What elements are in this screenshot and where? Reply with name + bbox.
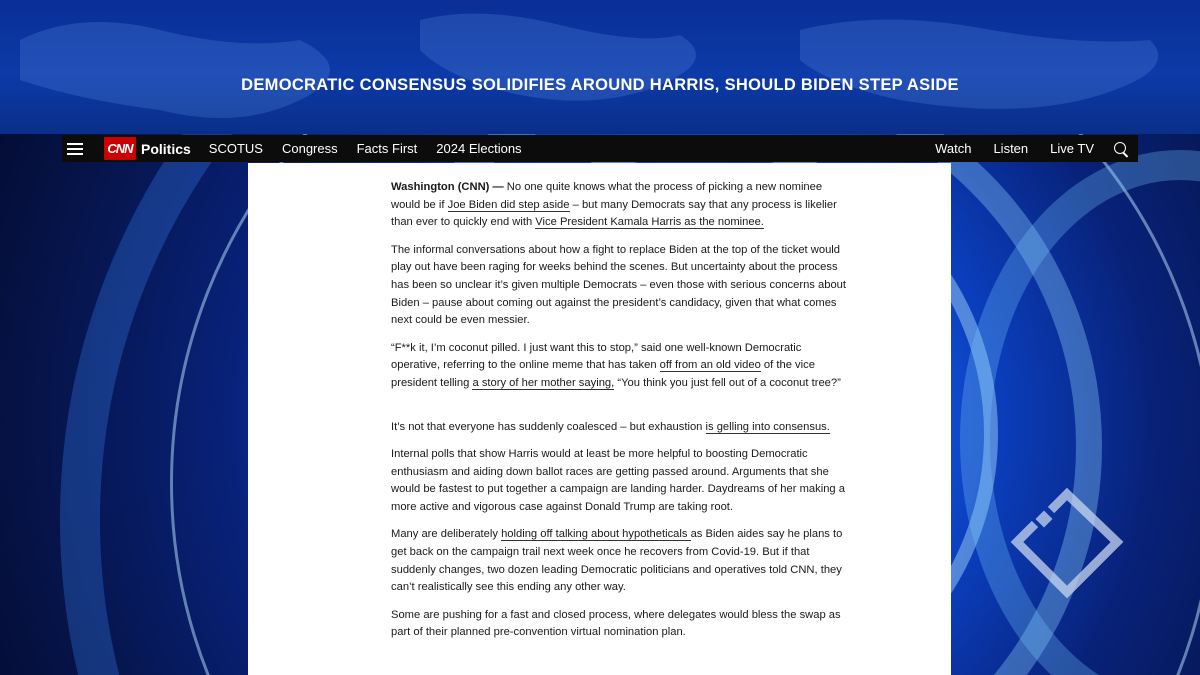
paragraph-3: “F**k it, I’m coconut pilled. I just want this to stop,” said one well-known Democratic operative, referring to the online meme that has taken off from an old video of the vice president telling a story of her mother saying, “You think you just fell out of a coconut tree?” xyxy=(391,341,841,390)
dateline: Washington (CNN) — xyxy=(391,181,504,193)
nav-link-2024-elections[interactable]: 2024 Elections xyxy=(436,141,522,156)
link-joe-biden-step-aside[interactable]: Joe Biden did step aside xyxy=(447,198,570,211)
paragraph-1: Washington (CNN) — No one quite knows what the process of picking a new nominee would be if Joe Biden did step aside – but many Democrats say that any process is likelier than ever to quickly end with Vice President Kamala Harris as the nominee. xyxy=(391,181,837,229)
world-map-decoration xyxy=(0,0,1200,134)
nav-link-live-tv[interactable]: Live TV xyxy=(1050,141,1094,156)
paragraph-2: The informal conversations about how a fight to replace Biden at the top of the ticket would play out have been raging for weeks behind the scenes. But uncertainty about the process has been so unclear it’s given multiple Democrats – even those with serious concerns about Biden – pause about coming out against the president’s candidacy, given that what comes next could be even messier. xyxy=(391,243,846,327)
cnn-navbar xyxy=(62,135,1138,162)
cnn-watermark-icon xyxy=(1005,480,1130,605)
link-harris-nominee[interactable]: Vice President Kamala Harris as the nominee. xyxy=(535,216,764,229)
paragraph-6: Many are deliberately holding off talking about hypotheticals as Biden aides say he plans to get back on the campaign trail next week once he recovers from Covid-19. But if that suddenly changes, two dozen leading Democratic politicians and operatives told CNN, they can’t realistically see this ending any other way. xyxy=(391,528,843,594)
link-story-of-mother[interactable]: a story of her mother saying, xyxy=(472,377,615,390)
link-gelling-into-consensus[interactable]: is gelling into consensus. xyxy=(705,420,830,433)
nav-link-watch[interactable]: Watch xyxy=(935,141,972,156)
truncated-paragraph xyxy=(391,651,851,657)
paragraph-7: Some are pushing for a fast and closed process, where delegates would bless the swap as part of their planned pre-convention virtual nomination plan. xyxy=(391,608,841,639)
cnn-logo[interactable]: CNN xyxy=(104,137,136,160)
search-icon[interactable] xyxy=(1113,141,1129,157)
paragraph-4: It’s not that everyone has suddenly coalesced – but exhaustion is gelling into consensus. xyxy=(391,420,830,433)
section-politics[interactable]: Politics xyxy=(141,140,191,157)
headline-banner xyxy=(0,0,1200,134)
link-old-video[interactable]: off from an old video xyxy=(659,359,761,372)
article-page xyxy=(248,163,951,675)
headline-text: DEMOCRATIC CONSENSUS SOLIDIFIES AROUND HARRIS, SHOULD BIDEN STEP ASIDE xyxy=(241,76,959,94)
nav-link-scotus[interactable]: SCOTUS xyxy=(208,141,263,156)
hamburger-menu-icon[interactable] xyxy=(67,143,83,155)
paragraph-5: Internal polls that show Harris would at least be more helpful to boosting Democratic enthusiasm and aiding down ballot races are getting passed around. Arguments that she would be fastest to put together a campaign are landing harder. Daydreams of her making a more active and vigorous case against Donald Trump are taking root. xyxy=(391,447,845,514)
nav-link-facts-first[interactable]: Facts First xyxy=(356,141,418,156)
nav-link-congress[interactable]: Congress xyxy=(281,141,338,156)
link-holding-off-hypotheticals[interactable]: holding off talking about hypotheticals xyxy=(501,528,691,541)
nav-link-listen[interactable]: Listen xyxy=(993,141,1029,156)
article-body xyxy=(391,179,851,657)
